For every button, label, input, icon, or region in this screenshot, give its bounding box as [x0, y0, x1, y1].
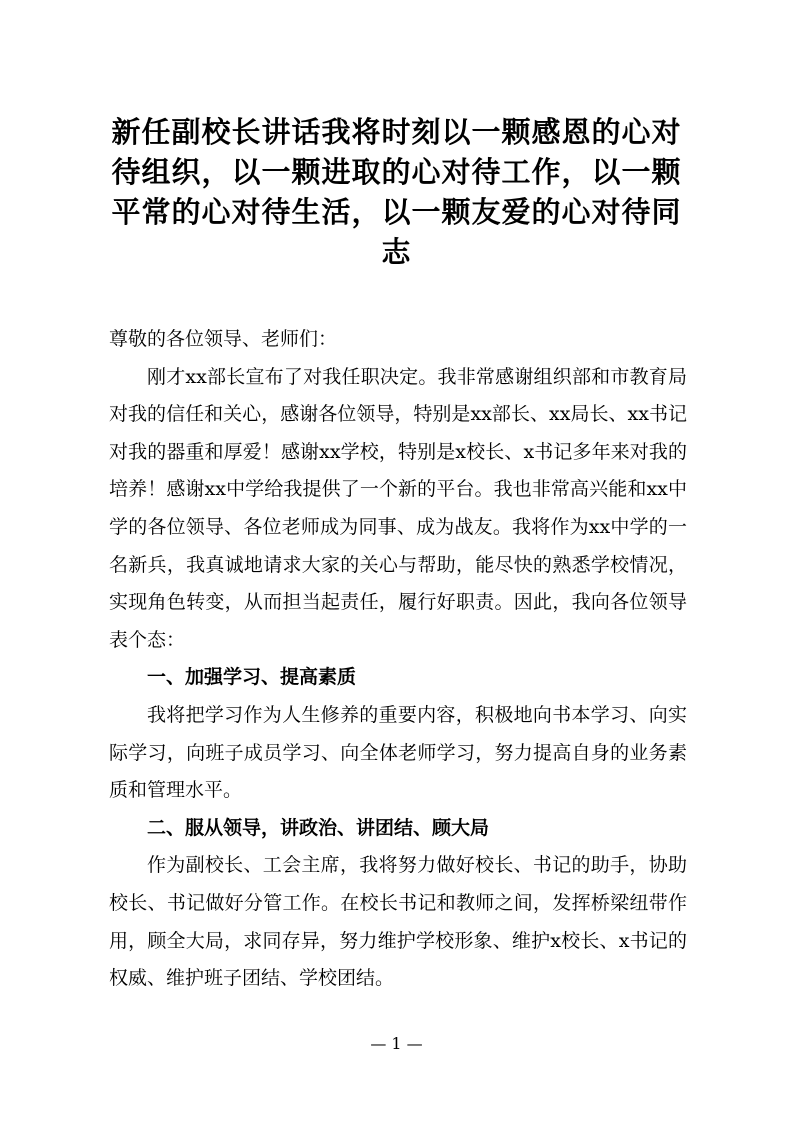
- document-body: [109, 321, 687, 998]
- section-paragraph-1: 我将把学习作为人生修养的重要内容，积极地向书本学习、向实际学习，向班子成员学习、向全体老师学习，努力提高自身的业务素质和管理水平。: [109, 703, 687, 802]
- page-number: — 1 —: [370, 1034, 423, 1053]
- section-paragraph-2: 作为副校长、工会主席，我将努力做好校长、书记的助手，协助校长、书记做好分管工作。在校长书记和教师之间，发挥桥梁纽带作用，顾全大局，求同存异，努力维护学校形象、维护x校长、x书记的权威、维护班子团结、学校团结。: [109, 854, 687, 990]
- section-heading-1: 一、加强学习、提高素质: [147, 666, 357, 689]
- salutation: 尊敬的各位领导、老师们：: [109, 328, 338, 350]
- opening-paragraph: 刚才xx部长宣布了对我任职决定。我非常感谢组织部和市教育局对我的信任和关心，感谢各位领导，特别是xx部长、xx局长、xx书记对我的器重和厚爱！感谢xx学校，特别是x校长、x书记多年来对我的培养！感谢xx中学给我提供了一个新的平台。我也非常高兴能和xx中学的各位领导、各位老师成为同事、成为战友。我将作为xx中学的一名新兵，我真诚地请求大家的关心与帮助，能尽快的熟悉学校情况，实现角色转变，从而担当起责任，履行好职责。因此，我向各位领导表个态：: [109, 365, 687, 651]
- document-title: 新任副校长讲话我将时刻以一颗感恩的心对待组织，以一颗进取的心对待工作，以一颗平常的心对待生活，以一颗友爱的心对待同志: [111, 115, 682, 269]
- section-heading-2: 二、服从领导，讲政治、讲团结、顾大局: [147, 816, 490, 839]
